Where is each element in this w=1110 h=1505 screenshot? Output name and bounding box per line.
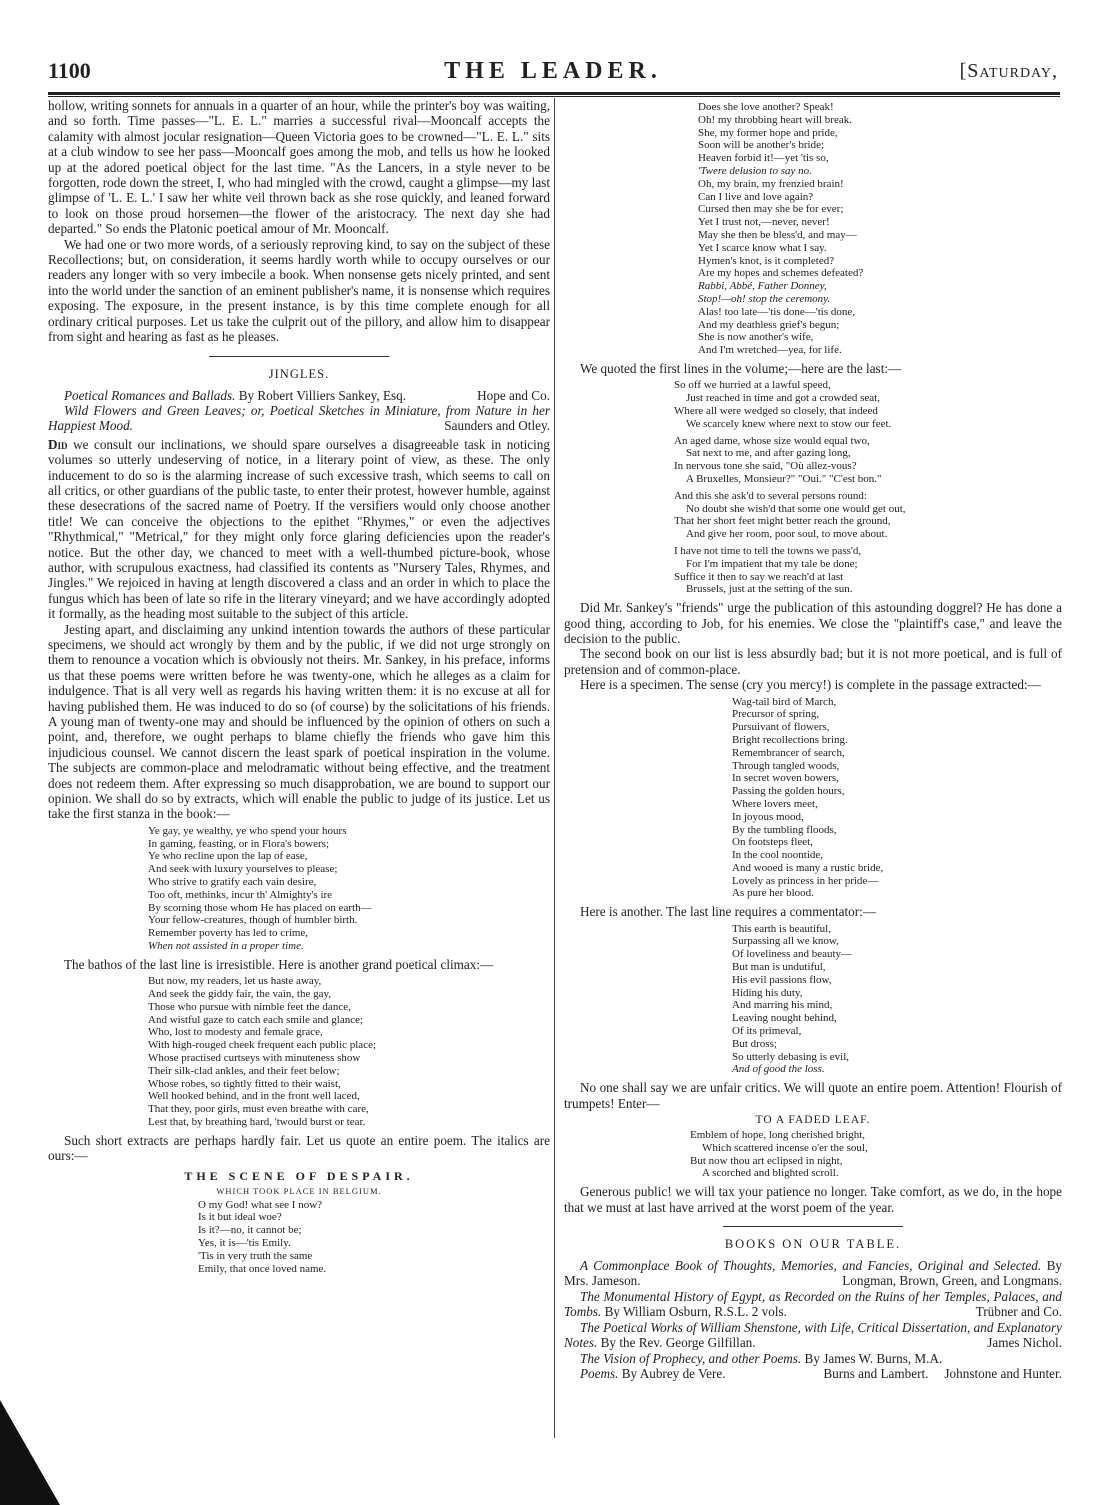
masthead xyxy=(48,58,1058,92)
poem-line: Who, lost to modesty and female grace, xyxy=(148,1026,323,1039)
poem-line: Suffice it then to say we reach'd at last xyxy=(674,570,844,583)
book-title: Wild Flowers and Green Leaves; or, Poetical Sketches in Miniature, from Nature in her Happiest Mood. xyxy=(48,402,550,434)
poem-line: May she then be bless'd, and may— xyxy=(698,228,857,241)
bibliography-entry xyxy=(48,403,550,434)
poem-line: Where all were wedged so closely, that indeed xyxy=(674,404,878,417)
column-divider xyxy=(554,98,555,1438)
poem-line: For I'm impatient that my tale be done; xyxy=(686,557,858,570)
poem-line: 'Twere delusion to say no. xyxy=(698,164,812,177)
poem-line: Those who pursue with nimble feet the dance, xyxy=(148,1000,351,1013)
poem-line: Well hooked behind, and in the front well laced, xyxy=(148,1090,360,1103)
book-entry xyxy=(564,1320,1062,1351)
poem-line: As pure her blood. xyxy=(732,887,814,900)
poem-line: Does she love another? Speak! xyxy=(698,101,834,113)
poem-line: We scarcely knew where next to stow our feet. xyxy=(686,417,892,430)
poem-line: Hiding his duty, xyxy=(732,986,803,999)
poem-line: Rabbi, Abbé, Father Donney, xyxy=(698,280,827,293)
poem-line: And wooed is many a rustic bride, xyxy=(732,861,884,874)
book-author: By the Rev. George Gilfillan. xyxy=(600,1335,756,1351)
paragraph: Generous public! we will tax your patience no longer. Take comfort, as we do, in the hope that we must at last have arrived at the worst poem of the year. xyxy=(564,1184,1062,1215)
poem-line: Can I live and love again? xyxy=(698,190,814,203)
book-title: The Monumental History of Egypt, as Recorded on the Ruins of her Temples, Palaces, and Tombs. xyxy=(564,1288,1062,1320)
poem-line: In the cool noontide, xyxy=(732,849,824,862)
drop-cap: Did xyxy=(48,436,68,452)
poem-line: An aged dame, whose size would equal two, xyxy=(674,434,870,447)
poem-line: Ye who recline upon the lap of ease, xyxy=(148,850,308,863)
paragraph-body: we consult our inclinations, we should spare ourselves a disagreeable task in noticing volumes so utterly undeserving of notice, in a literary point of view, as these. The only inducement to do so is the alarming increase of such excessive trash, which seems to call on all critics, or other guardians of the public taste, to enter their protest, however humble, against these desecrations of the sacred name of Poetry. If the versifiers would only choose another title! We can conceive the objections to the epithet "Rhymes," or even the adjectives "Rhythmical," "Metrical," for they might only force glaring deficiencies upon the reader's notice. But the other day, we chanced to meet with a well-thumbed picture-book, whose author, with scrupulous exactness, had classified its contents as "Nursery Tales, Rhymes, and Jingles." We rejoiced in having at length discovered a class and an order in which to place the fungus which has been of late so rife in the literary vineyard; and we have accordingly adopted it formally, as the heading most suitable to the subject of this article. xyxy=(48,436,550,622)
paragraph: The second book on our list is less absurdly bad; but it is not more poetical, and is full of pretension and of common-place. xyxy=(564,646,1062,677)
books-list xyxy=(564,1258,1062,1381)
poem-line: And this she ask'd to several persons round: xyxy=(674,489,867,502)
page-corner-shadow xyxy=(0,1400,60,1505)
book-entry xyxy=(564,1258,1062,1289)
poem-line: Emblem of hope, long cherished bright, xyxy=(690,1129,866,1142)
paragraph xyxy=(48,437,550,622)
poem-line: And give her room, poor soul, to move about. xyxy=(686,528,888,541)
poem-extract xyxy=(198,1199,550,1276)
poem-title: THE SCENE OF DESPAIR. xyxy=(184,1168,414,1183)
poem-line: Is it but ideal woe? xyxy=(198,1211,282,1224)
poem-line: Bright recollections bring. xyxy=(732,733,848,746)
poem-line: This earth is beautiful, xyxy=(732,922,831,935)
paragraph: Jesting apart, and disclaiming any unkind intention towards the authors of these particular specimens, we should act wrongly by them and by the public, if we did not urge strongly on them to renounce a vocation which is obviously not theirs. Mr. Sankey, in his preface, informs us that these poems were written before he was twenty-one, which he alleges as a claim for indulgence. That is all very well as regards his having written them: it is no excuse at all for having published them. He was induced to do so (of course) by the solicitations of his friends. A young man of twenty-one may and should be influenced by the opinion of others on such a point, and, therefore, we ought perhaps to blame chiefly the friends who gave him this injudicious counsel. We cannot discern the least spark of poetical inspiration in the volume. The subjects are common-place and melodramatic without being effective, and the treatment does not redeem them. After expressing so much disapprobation, we are bound to support our opinion. We shall do so by extracts, which will enable the public to judge of its justice. Let us take the first stanza in the book:— xyxy=(48,621,550,822)
poem-line: She, my former hope and pride, xyxy=(698,126,838,139)
poem-line: Brussels, just at the setting of the sun. xyxy=(686,583,853,596)
poem-line: Too oft, methinks, incur th' Almighty's ire xyxy=(148,888,333,901)
poem-line: Where lovers meet, xyxy=(732,797,818,810)
poem-line: But man is undutiful, xyxy=(732,961,826,974)
masthead-rule xyxy=(48,92,1060,95)
poem-line: Cursed then may she be for ever; xyxy=(698,203,844,216)
poem-line: In nervous tone she said, "Où allez-vous? xyxy=(674,460,857,473)
poem-line: 'Tis in very truth the same xyxy=(198,1249,313,1262)
book-author: By William Osburn, R.S.L. 2 vols. xyxy=(604,1304,787,1320)
book-title: The Poetical Works of William Shenstone, with Life, Critical Dissertation, and Explanatory Notes. xyxy=(564,1319,1062,1351)
poem-line: Yes, it is—'tis Emily. xyxy=(198,1237,291,1250)
poem-line: Yet I scarce know what I say. xyxy=(698,241,827,254)
poem-line: Your fellow-creatures, though of humbler birth. xyxy=(148,914,358,927)
paragraph: No one shall say we are unfair critics. We will quote an entire poem. Attention! Flourish of trumpets! Enter— xyxy=(564,1080,1062,1111)
poem-line: And wistful gaze to catch each smile and glance; xyxy=(148,1013,364,1026)
poem-line: Remember poverty has led to crime, xyxy=(148,927,309,940)
section-heading: BOOKS ON OUR TABLE. xyxy=(724,1237,902,1252)
section-separator xyxy=(209,356,389,357)
book-author: By James W. Burns, M.A. xyxy=(804,1350,943,1366)
poem-line: That they, poor girls, must even breathe with care, xyxy=(148,1103,369,1116)
poem-line: Leaving nought behind, xyxy=(732,1012,837,1025)
book-publisher: Trübner and Co. xyxy=(975,1304,1062,1320)
book-publisher: Johnstone and Hunter. xyxy=(944,1365,1062,1381)
section-heading: JINGLES. xyxy=(268,366,330,381)
poem-line: I have not time to tell the towns we pass'd, xyxy=(674,544,862,557)
poem-line: Precursor of spring, xyxy=(732,708,820,721)
poem-line: Through tangled woods, xyxy=(732,759,840,772)
book-title: Poems. xyxy=(580,1365,622,1381)
poem-line: Lovely as princess in her pride— xyxy=(732,874,879,887)
book-publisher: Saunders and Otley. xyxy=(444,418,550,434)
poem-line: In joyous mood, xyxy=(732,810,804,823)
paragraph: Such short extracts are perhaps hardly fair. Let us quote an entire poem. The italics are ours:— xyxy=(48,1132,550,1164)
poem-line: Stop!—oh! stop the ceremony. xyxy=(698,292,831,305)
poem-line: But now, my readers, let us haste away, xyxy=(148,975,322,988)
book-author: By Robert Villiers Sankey, Esq. xyxy=(238,387,407,403)
masthead-rule-thin xyxy=(48,96,1060,97)
poem-line: And I'm wretched—yea, for life. xyxy=(698,344,842,357)
poem-line: But now thou art eclipsed in night, xyxy=(690,1154,843,1167)
book-publisher: Hope and Co. xyxy=(477,387,550,403)
poem-line: Of loveliness and beauty— xyxy=(732,948,853,961)
poem-line: A Bruxelles, Monsieur?" "Oui." "C'est bon." xyxy=(686,472,882,485)
poem-line: So off we hurried at a lawful speed, xyxy=(674,379,831,392)
poem-line: So utterly debasing is evil, xyxy=(732,1050,850,1063)
poem-line: And seek the giddy fair, the vain, the gay, xyxy=(148,988,332,1001)
poem-line: When not assisted in a proper time. xyxy=(148,940,304,953)
poem-line: No doubt she wish'd that some one would get out, xyxy=(686,502,906,515)
poem-line: But dross; xyxy=(732,1037,777,1050)
paragraph: The bathos of the last line is irresistible. Here is another grand poetical climax:— xyxy=(64,956,494,972)
paragraph: hollow, writing sonnets for annuals in a quarter of an hour, while the printer's boy was waiting, and so forth. Time passes—"L. E. L." marries a successful rival—Mooncalf accepts the calamity with almost jocular resignation—Queen Victoria goes to be crowned—"L. E. L." sits at a club window to see her pass—Mooncalf goes among the mob, and tells us how he looked up at the adored poetical object for the last time. "As the Lancers, in a style never to be forgotten, rode down the street, I, who had mingled with the crowd, caught a glimpse—my last glimpse of 'L. E. L.' I saw her white veil thrown back as she rose quickly, and leaned forward to look on those proud horsemen—the flower of the aristocracy. The next day she had departed." So ends the Platonic poetical amour of Mr. Mooncalf. xyxy=(48,98,550,237)
poem-title: TO A FADED LEAF. xyxy=(755,1114,871,1127)
poem-line: That her short feet might better reach the ground, xyxy=(674,515,891,528)
poem-line: Sat next to me, and after gazing long, xyxy=(686,447,851,460)
poem-extract xyxy=(148,825,550,953)
poem-line: Alas! too late—'tis done—'tis done, xyxy=(698,305,856,318)
book-title: Poetical Romances and Ballads. xyxy=(64,387,236,403)
poem-line: Are my hopes and schemes defeated? xyxy=(698,267,864,280)
page-number: 1100 xyxy=(48,58,91,83)
poem-line: Just reached in time and got a crowded seat, xyxy=(686,392,880,405)
poem-line: Soon will be another's bride; xyxy=(698,139,825,152)
poem-line: Their silk-clad ankles, and their feet below; xyxy=(148,1064,340,1077)
poem-line: In gaming, feasting, or in Flora's bowers; xyxy=(148,837,330,850)
paragraph: We quoted the first lines in the volume;—here are the last:— xyxy=(580,360,902,376)
poem-line: She is now another's wife, xyxy=(698,331,814,344)
poem-subtitle: WHICH TOOK PLACE IN BELGIUM. xyxy=(216,1185,382,1196)
poem-extract xyxy=(732,696,1062,901)
bibliography-entry xyxy=(48,388,550,403)
poem-line: With high-rouged cheek frequent each public place; xyxy=(148,1039,377,1052)
poem-line: A scorched and blighted scroll. xyxy=(702,1167,839,1180)
poem-line: O my God! what see I now? xyxy=(198,1198,323,1211)
poem-stanza xyxy=(674,545,1062,596)
poem-line: Is it?—no, it cannot be; xyxy=(198,1224,302,1237)
right-column xyxy=(564,98,1062,1381)
poem-line: Of its primeval, xyxy=(732,1025,802,1038)
poem-line: Who strive to gratify each vain desire, xyxy=(148,876,317,889)
poem-stanza xyxy=(674,490,1062,541)
poem-line: Emily, that once loved name. xyxy=(198,1262,327,1275)
poem-line: Wag-tail bird of March, xyxy=(732,695,837,708)
newspaper-title: THE LEADER. xyxy=(444,58,662,84)
poem-line: Oh! my throbbing heart will break. xyxy=(698,113,852,126)
poem-line: Whose robes, so tightly fitted to their waist, xyxy=(148,1077,341,1090)
poem-line: And my deathless grief's begun; xyxy=(698,318,840,331)
poem-line: By scorning those whom He has placed on earth— xyxy=(148,901,372,914)
book-author: By Aubrey de Vere. xyxy=(621,1365,726,1381)
poem-line: And seek with luxury yourselves to please; xyxy=(148,863,338,876)
issue-day: [Saturday, xyxy=(959,60,1058,82)
book-author: By Mrs. Jameson. xyxy=(564,1258,1062,1289)
poem-line: Ye gay, ye wealthy, ye who spend your hours xyxy=(148,824,347,837)
poem-extract xyxy=(148,975,550,1129)
poem-line: Pursuivant of flowers, xyxy=(732,721,830,734)
poem-extract xyxy=(698,101,1062,357)
book-publisher: James Nichol. xyxy=(987,1335,1062,1351)
poem-stanza xyxy=(674,435,1062,486)
poem-line: Surpassing all we know, xyxy=(732,935,839,948)
poem-extract xyxy=(732,923,1062,1077)
book-entry xyxy=(564,1289,1062,1320)
poem-line: Yet I trust not,—never, never! xyxy=(698,216,830,229)
poem-stanza xyxy=(674,379,1062,430)
left-column xyxy=(48,98,550,1279)
book-publisher: Burns and Lambert. xyxy=(823,1365,929,1381)
paragraph: Did Mr. Sankey's "friends" urge the publication of this astounding doggrel? He has done a good thing, according to Job, for his enemies. We close the "plaintiff's case," and leave the decision to the public. xyxy=(564,600,1062,646)
paragraph: We had one or two more words, of a seriously reproving kind, to say on the subject of these Recollections; but, on consideration, it seems hardly worth while to occupy ourselves or our readers any longer with so very imbecile a book. When nonsense gets nicely printed, and sent into the world under the sanction of an eminent publisher's name, it is nonsense which requires exposing. The exposure, in the present instance, is by this time complete enough for all ordinary critical purposes. Let us take the culprit out of the pillory, and allow him to disappear from sight and hearing as fast as he pleases. xyxy=(48,236,550,345)
book-title: The Vision of Prophecy, and other Poems. xyxy=(580,1350,805,1366)
section-separator xyxy=(723,1226,903,1227)
poem-line: On footsteps fleet, xyxy=(732,836,813,849)
poem-line: Heaven forbid it!—yet 'tis so, xyxy=(698,152,829,165)
book-title: A Commonplace Book of Thoughts, Memories, and Fancies, Original and Selected. xyxy=(580,1258,1047,1274)
paragraph: Here is a specimen. The sense (cry you mercy!) is complete in the passage extracted:— xyxy=(580,677,1041,693)
poem-line: Oh, my brain, my frenzied brain! xyxy=(698,177,844,190)
poem-line: Lest that, by breathing hard, 'twould burst or tear. xyxy=(148,1116,366,1129)
poem-line: By the tumbling floods, xyxy=(732,823,837,836)
poem-line: Passing the golden hours, xyxy=(732,785,845,798)
poem-line: In secret woven bowers, xyxy=(732,772,839,785)
poem-line: His evil passions flow, xyxy=(732,973,832,986)
poem-line: And marring his mind, xyxy=(732,999,833,1012)
poem-line: Hymen's knot, is it completed? xyxy=(698,254,835,267)
poem-line: Remembrancer of search, xyxy=(732,746,845,759)
poem-extract xyxy=(690,1129,1062,1180)
poem-line: Whose practised curtseys with minuteness show xyxy=(148,1052,361,1065)
poem-line: Which scattered incense o'er the soul, xyxy=(702,1141,868,1154)
poem-line: And of good the loss. xyxy=(732,1063,825,1076)
book-publisher: Longman, Brown, Green, and Longmans. xyxy=(842,1273,1062,1289)
paragraph: Here is another. The last line requires a commentator:— xyxy=(580,904,877,920)
